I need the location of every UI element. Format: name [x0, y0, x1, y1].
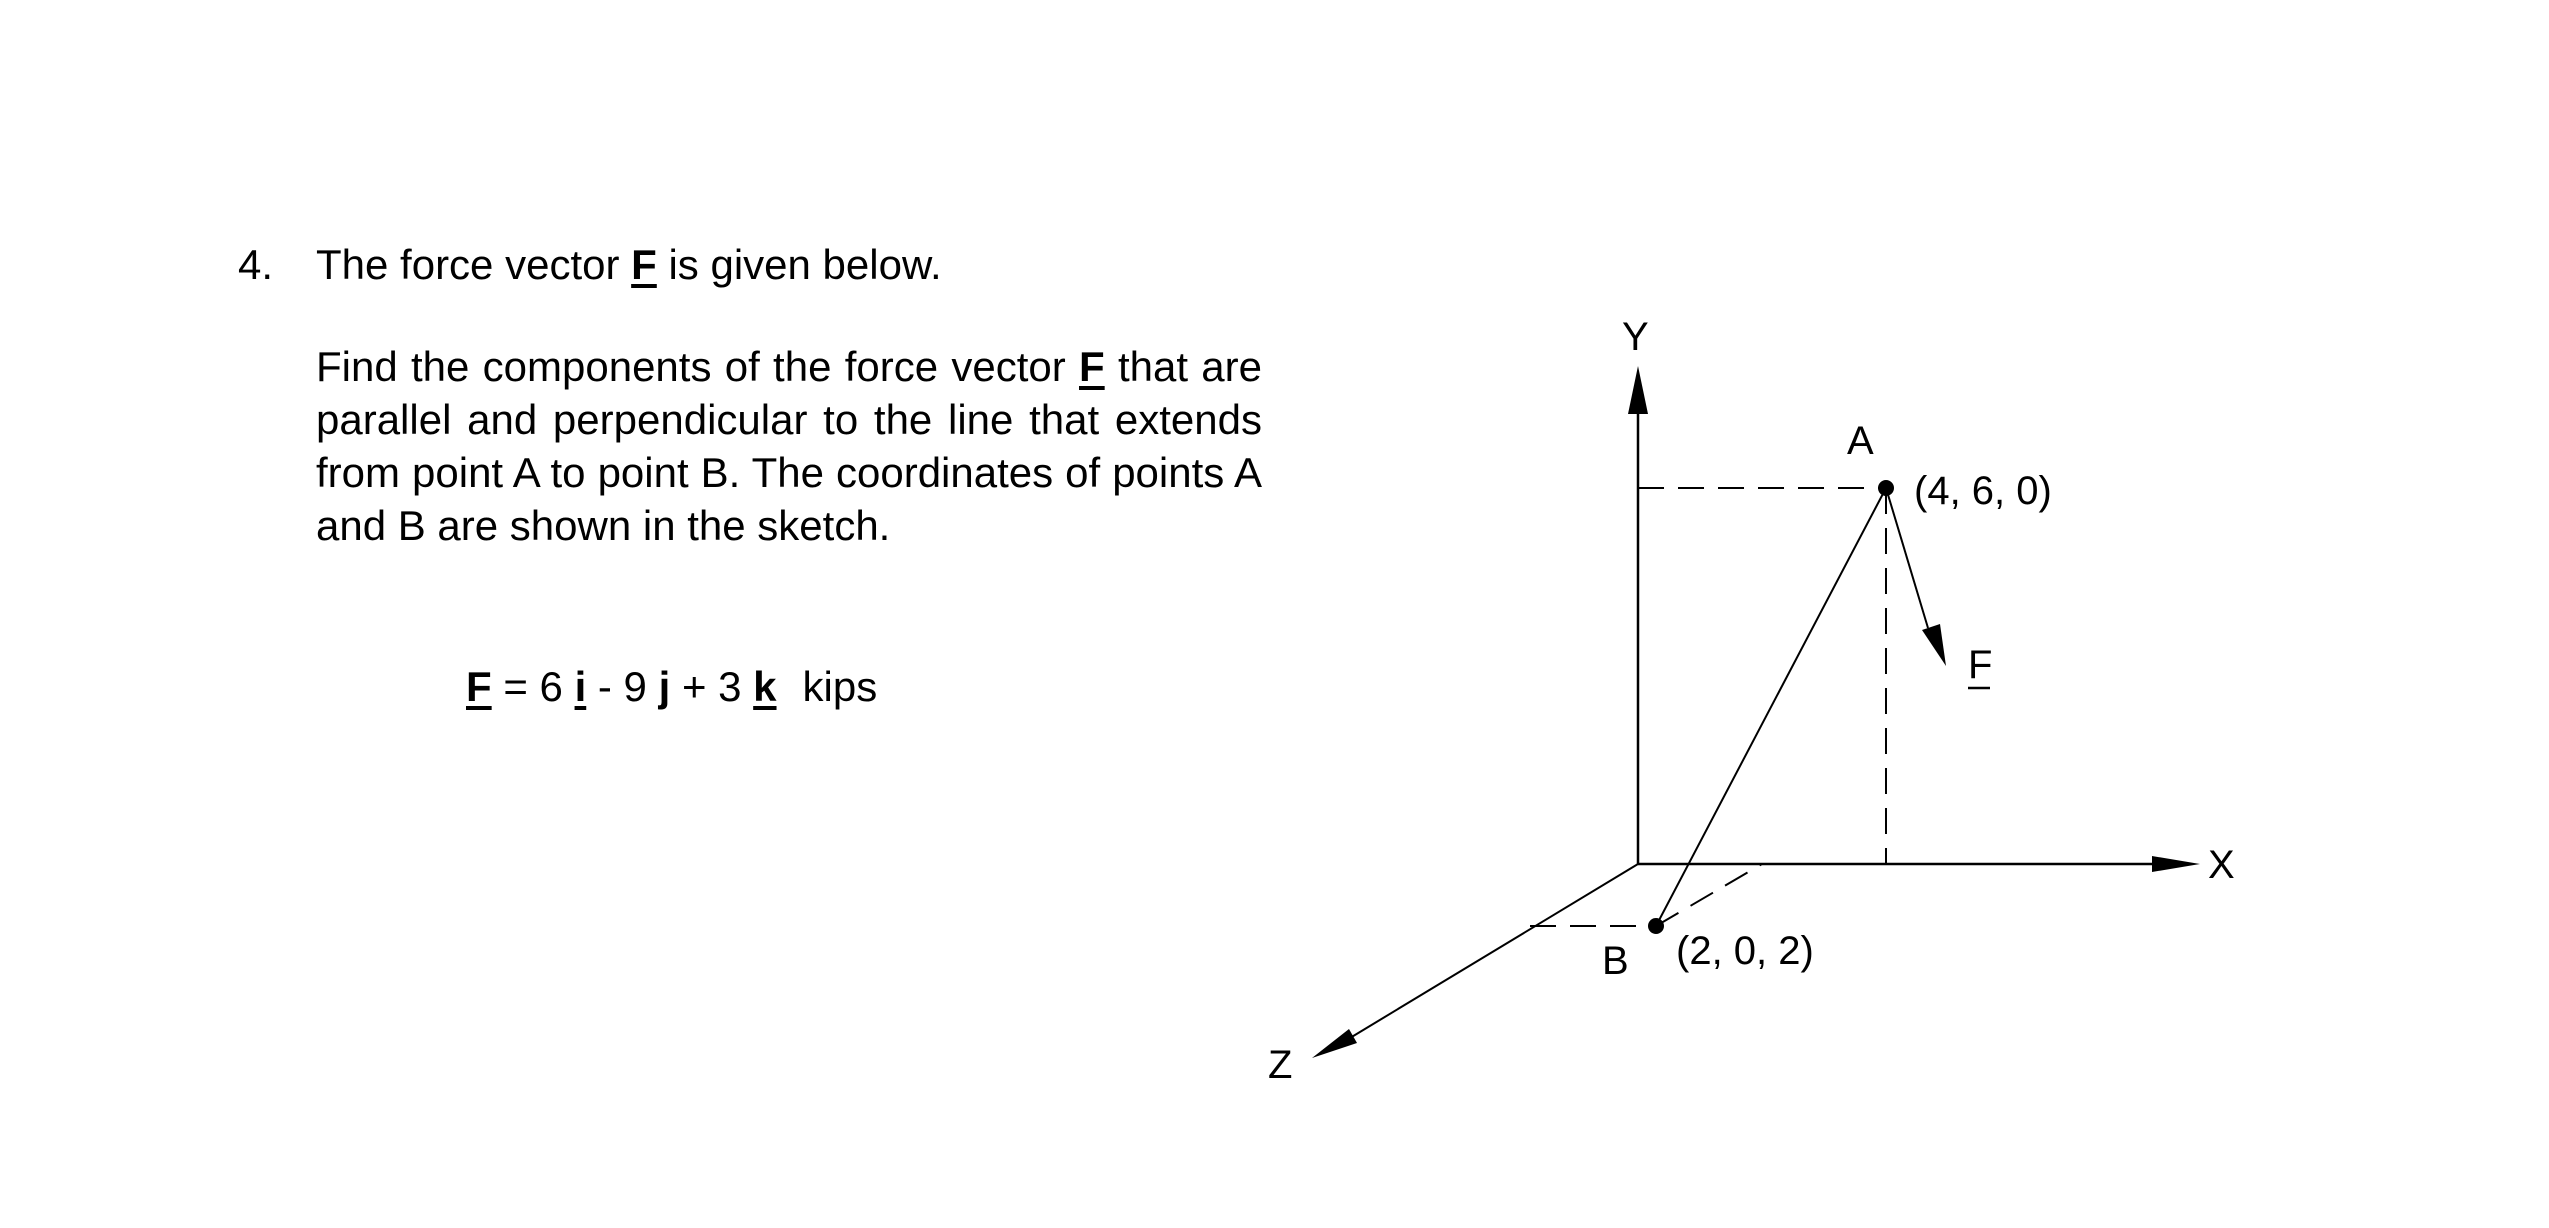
- title-text-after: is given below.: [668, 241, 942, 288]
- equation-equals-6: = 6: [503, 663, 563, 710]
- equation-units: kips: [802, 663, 878, 710]
- point-a-coordinates: (4, 6, 0): [1914, 469, 2052, 513]
- equation-minus-9: - 9: [597, 663, 647, 710]
- statement-text-part1: Find the components of the force vector: [316, 343, 1066, 390]
- equation-force-symbol: F: [466, 663, 492, 710]
- force-vector-arrowhead: [1922, 624, 1946, 666]
- statement-text-part2: that are parallel and perpendicular to the line that extends from point A to point B. The coordinates of points A and B are shown in the sketch.: [316, 343, 1262, 549]
- x-axis-label: X: [2208, 843, 2235, 887]
- equation-unit-i: i: [574, 663, 587, 710]
- point-a-marker: [1878, 480, 1894, 496]
- x-axis-arrowhead: [2152, 856, 2200, 872]
- force-vector-label: F: [1968, 643, 1993, 687]
- y-axis-label: Y: [1622, 315, 1649, 359]
- z-axis-label: Z: [1268, 1043, 1293, 1087]
- equation-unit-k: k: [753, 663, 777, 710]
- point-b-coordinates: (2, 0, 2): [1676, 929, 1814, 973]
- title-force-vector: F: [631, 241, 657, 288]
- equation-unit-j: j: [658, 663, 671, 710]
- y-axis-arrowhead: [1628, 366, 1648, 414]
- z-axis-arrowhead: [1312, 1029, 1357, 1058]
- line-a-to-b: [1656, 488, 1886, 926]
- point-b-marker: [1648, 918, 1664, 934]
- point-a-label: A: [1847, 419, 1874, 463]
- problem-number: 4.: [238, 241, 274, 288]
- point-b-label: B: [1602, 939, 1629, 983]
- equation-plus-3: + 3: [681, 663, 742, 710]
- z-axis: [1350, 864, 1638, 1038]
- statement-force-vector: F: [1079, 343, 1105, 390]
- title-text-before: The force vector: [316, 241, 620, 288]
